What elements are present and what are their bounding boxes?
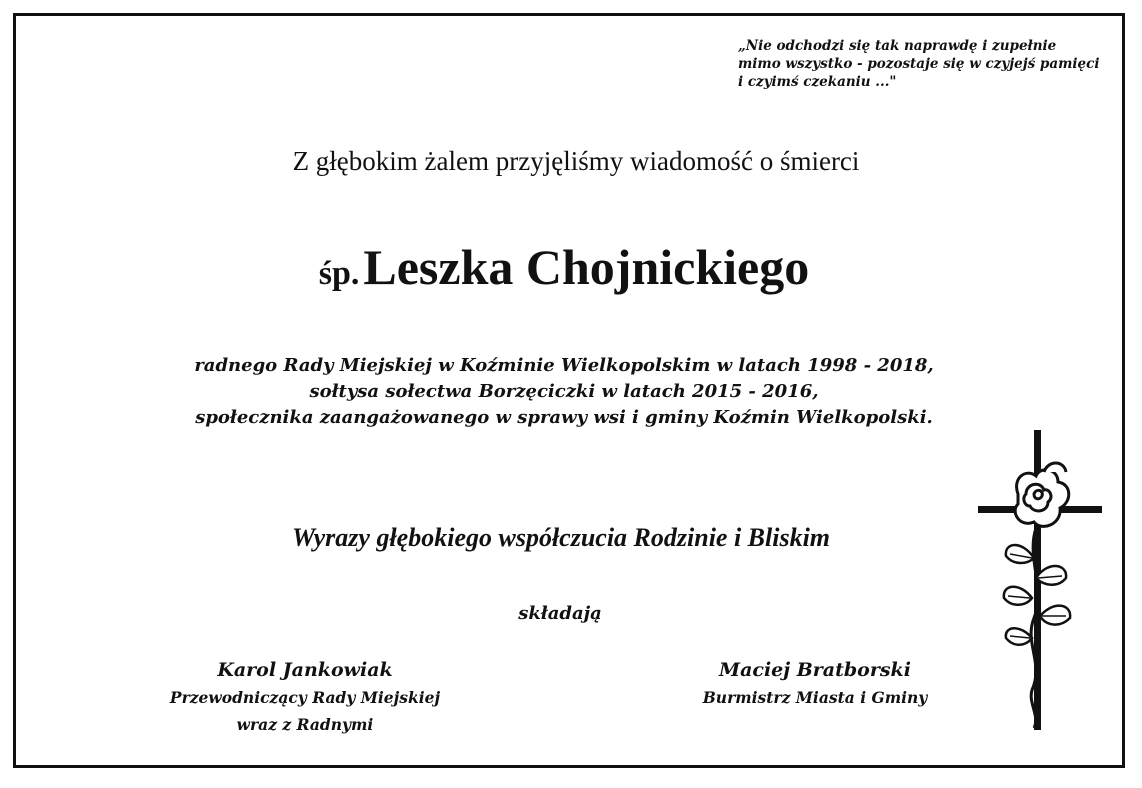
signatory-right — [660, 656, 970, 711]
signatory-left — [150, 656, 460, 738]
motto-quote — [738, 37, 1118, 91]
role-line: społecznika zaangażowanego w sprawy wsi i gminy Koźmin Wielkopolski. — [195, 407, 933, 428]
deceased-name: Leszka Chojnickiego — [363, 239, 810, 295]
signatory-role: Przewodniczący Rady Miejskiej — [169, 688, 441, 707]
signatory-name: Karol Jankowiak — [217, 659, 393, 681]
sympathy-statement: Wyrazy głębokiego współczucia Rodzinie i Bliskim — [291, 523, 831, 552]
role-line: sołtysa sołectwa Borzęciczki w latach 2015 - 2016, — [309, 381, 819, 402]
signatory-role: Burmistrz Miasta i Gminy — [702, 688, 928, 707]
motto-line: „Nie odchodzi się tak naprawdę i zupełnie — [738, 38, 1057, 54]
deceased-roles — [0, 353, 1128, 431]
signatory-name: Maciej Bratborski — [719, 659, 911, 681]
motto-line: i czyimś czekaniu ..." — [738, 74, 897, 90]
deceased-prefix: śp. — [318, 255, 360, 292]
deceased-name-line — [0, 238, 1128, 296]
role-line: radnego Rady Miejskiej w Koźminie Wielkopolskim w latach 1998 - 2018, — [194, 355, 934, 376]
cross-with-rose-icon — [974, 428, 1104, 732]
signatory-role: wraz z Radnymi — [236, 715, 374, 734]
submitted-by-label: składają — [518, 603, 602, 624]
motto-line: mimo wszystko - pozostaje się w czyjejś pamięci — [738, 56, 1100, 72]
announcement-heading: Z głębokim żalem przyjęliśmy wiadomość o śmierci — [292, 146, 860, 176]
